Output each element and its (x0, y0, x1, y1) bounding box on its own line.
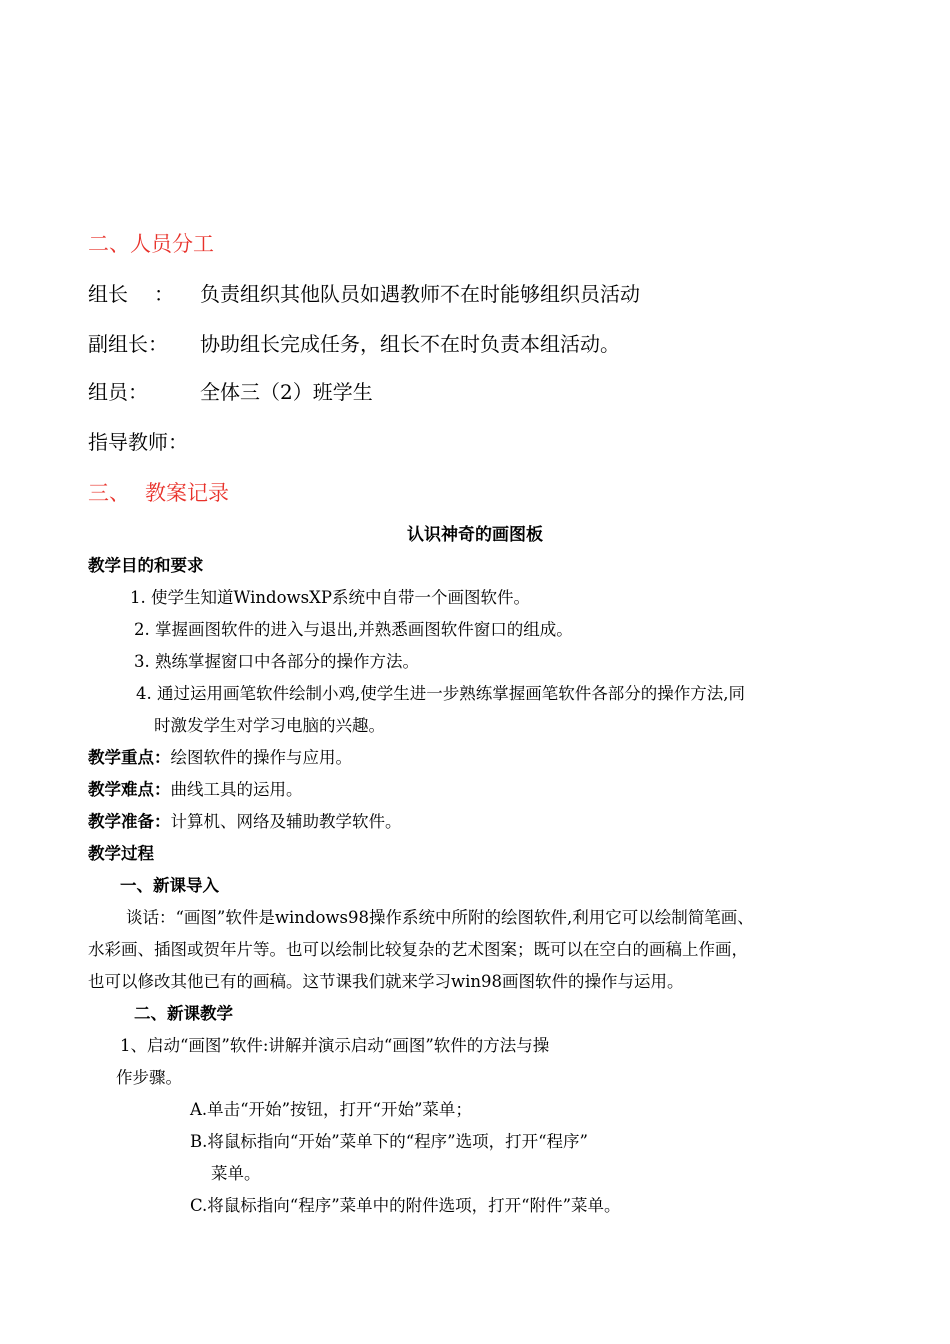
section-heading-number: 三、 (88, 481, 130, 505)
goal-item-4-cont: 时激发学生对学习电脑的兴趣。 (154, 716, 385, 735)
difficulty-row (88, 776, 303, 800)
key-point-text: 绘图软件的操作与应用。 (170, 748, 352, 767)
goal-item-2: 2. 掌握画图软件的进入与退出,并熟悉画图软件窗口的组成。 (134, 620, 573, 639)
goal-item-3: 3. 熟练掌握窗口中各部分的操作方法。 (134, 652, 419, 671)
role-label-deputy: 副组长： (88, 332, 168, 356)
role-label-leader: 组长 (88, 282, 128, 306)
role-label-member: 组员： (88, 380, 148, 404)
role-desc-leader: 负责组织其他队员如遇教师不在时能够组织员活动 (200, 282, 640, 306)
section-heading-lesson-records: 教案记录 (145, 481, 229, 505)
intro-line-3: 也可以修改其他已有的画稿。这节课我们就来学习win98画图软件的操作与运用。 (88, 972, 684, 991)
prep-text: 计算机、网络及辅助教学软件。 (170, 812, 402, 831)
role-colon-leader: ： (154, 282, 174, 306)
intro-heading: 一、新课导入 (120, 876, 219, 895)
goal-item-4: 4. 通过运用画笔软件绘制小鸡,使学生进一步熟练掌握画笔软件各部分的操作方法,同 (136, 684, 745, 703)
role-desc-deputy: 协助组长完成任务，组长不在时负责本组活动。 (200, 332, 620, 356)
goals-heading: 教学目的和要求 (88, 556, 204, 575)
substep-a: A.单击“开始”按钮，打开“开始”菜单； (190, 1100, 472, 1119)
substep-c: C.将鼠标指向“程序”菜单中的附件选项，打开“附件”菜单。 (190, 1196, 621, 1215)
intro-line-1: 谈话：“画图”软件是windows98操作系统中所附的绘图软件,利用它可以绘制简笔画、 (126, 908, 754, 927)
substep-b: B.将鼠标指向“开始”菜单下的“程序”选项，打开“程序” (190, 1132, 588, 1151)
goal-item-1: 1. 使学生知道WindowsXP系统中自带一个画图软件。 (130, 588, 530, 607)
step1-line-2: 作步骤。 (116, 1068, 182, 1087)
substep-b-cont: 菜单。 (211, 1164, 261, 1183)
difficulty-text: 曲线工具的运用。 (170, 780, 303, 799)
section-heading-staff: 二、人员分工 (88, 232, 214, 256)
intro-line-2: 水彩画、插图或贺年片等。也可以绘制比较复杂的艺术图案；既可以在空白的画稿上作画， (88, 940, 748, 959)
role-desc-member: 全体三（2）班学生 (200, 380, 373, 404)
difficulty-label: 教学难点： (88, 780, 171, 799)
key-point-row (88, 744, 352, 768)
step1-line-1: 1、启动“画图”软件:讲解并演示启动“画图”软件的方法与操 (120, 1036, 550, 1055)
prep-label: 教学准备： (88, 812, 171, 831)
prep-row (88, 808, 402, 832)
process-heading: 教学过程 (88, 844, 154, 863)
teach-heading: 二、新课教学 (134, 1004, 233, 1023)
lesson-title: 认识神奇的画图板 (407, 525, 543, 545)
key-point-label: 教学重点： (88, 748, 171, 767)
role-label-advisor: 指导教师： (88, 430, 188, 454)
